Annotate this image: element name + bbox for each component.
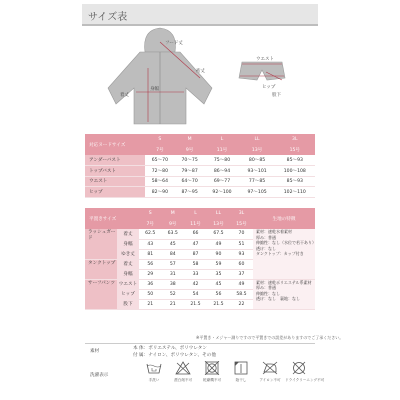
table-cell: 37 (230, 269, 253, 279)
table-cell: 21 (162, 299, 185, 309)
table-cell: 64〜70 (175, 176, 205, 187)
table-row (85, 279, 315, 289)
table-cell: 86〜94 (204, 166, 239, 177)
size-cell: LL (207, 208, 230, 219)
care-item-no-bleach (169, 361, 197, 391)
material-label: 素材 (90, 349, 100, 354)
table-cell: 56 (139, 259, 162, 269)
table-row (85, 155, 315, 166)
table-cell: 57 (162, 259, 185, 269)
feature-line: 伸縮性：なし (256, 290, 280, 296)
table-cell: 36 (139, 279, 162, 289)
care-text: 乾燥機不可 (203, 378, 221, 382)
number-cell: 7号 (145, 145, 175, 156)
waist-label: ウエスト (256, 57, 274, 62)
table-cell: 51 (230, 239, 253, 249)
table-cell: 59 (207, 259, 230, 269)
material-line-body: 本 体：ポリエステル、ポリウレタン (133, 346, 207, 351)
feature-cell-top (253, 229, 315, 279)
care-text: 漂白剤不可 (174, 378, 192, 382)
body-width-label: 身幅 (150, 87, 159, 92)
feature-line: 厚み：普通 (256, 234, 276, 240)
number-cell: 15号 (230, 219, 253, 230)
number-cell: 11号 (184, 219, 207, 230)
feature-line: 伸縮性：なし（水位で若干あり） (256, 240, 316, 246)
feature-line: 素材：速乾水着素材 (256, 229, 292, 234)
table-cell: 58〜64 (145, 176, 175, 187)
group-label-tanktop: タンクトップ (85, 259, 117, 279)
row-label: ウエスト (117, 279, 139, 289)
no-tumble-dry-icon (204, 361, 220, 375)
table-cell: 35 (207, 269, 230, 279)
number-cell: 9号 (162, 219, 185, 230)
table-cell: 45 (162, 239, 185, 249)
care-item-no-dry-clean (285, 361, 325, 391)
number-cell: 7号 (139, 219, 162, 230)
care-item-hand-wash (140, 361, 168, 391)
no-bleach-icon (175, 361, 191, 375)
table-cell: 93〜101 (240, 166, 275, 177)
shade-dry-icon (233, 361, 249, 375)
row-label: 身幅 (117, 269, 139, 279)
table-cell: 70〜75 (175, 155, 205, 166)
size-cell: L (204, 134, 239, 145)
table-row (85, 229, 315, 239)
table-cell: 38 (162, 279, 185, 289)
hip-label: ヒップ (262, 85, 276, 90)
table-cell: 87〜95 (175, 187, 205, 198)
size-cell: S (139, 208, 162, 219)
care-text: ドライクリーニング不可 (285, 378, 325, 382)
table-cell: 100〜108 (275, 166, 315, 177)
no-dry-clean-icon (291, 361, 307, 375)
garment-illustration (0, 0, 400, 130)
care-item-no-tumble-dry (198, 361, 226, 391)
number-cell: 9号 (175, 145, 205, 156)
row-label: アンダーバスト (85, 155, 145, 166)
feature-line: 厚み：普通 (256, 285, 276, 291)
table-cell: 81 (139, 249, 162, 259)
table-cell: 29 (139, 269, 162, 279)
feature-line: 素材：速乾ポリエステル系素材 (256, 279, 312, 285)
number-cell: 13号 (240, 145, 275, 156)
table-cell: 22 (230, 299, 253, 309)
no-iron-icon (262, 361, 278, 375)
table-cell: 49 (230, 279, 253, 289)
table-cell: 87 (184, 249, 207, 259)
feature-line: 透け：なし 裏地：なし (256, 296, 300, 302)
table-cell: 65〜70 (145, 155, 175, 166)
row-label: 身幅 (117, 239, 139, 249)
size-header-row (85, 208, 315, 219)
table-cell: 85〜93 (275, 176, 315, 187)
table-cell: 56 (207, 289, 230, 299)
table-cell: 77〜85 (240, 176, 275, 187)
inseam-label: 股下 (272, 93, 281, 98)
table-cell: 21.5 (184, 299, 207, 309)
table-row (85, 176, 315, 187)
size-header-row (85, 134, 315, 145)
feature-header: 生地の特徴 (253, 208, 315, 229)
row-label: ウエスト (85, 176, 145, 187)
table-cell: 62.5 (139, 229, 162, 239)
table-cell: 50 (139, 289, 162, 299)
table-cell: 102〜110 (275, 187, 315, 198)
body-size-table (85, 134, 315, 198)
table-cell: 67.5 (207, 229, 230, 239)
table-cell: 93 (230, 249, 253, 259)
table-cell: 58 (184, 259, 207, 269)
measurement-note: ※平置き・メジャー測りですので平置きでの誤差がありますのでご了承ください。 (196, 335, 344, 340)
table-cell: 66 (184, 229, 207, 239)
table-cell: 92〜100 (204, 187, 239, 198)
care-text: アイロン不可 (259, 378, 281, 382)
size-cell: LL (240, 134, 275, 145)
table-cell: 54 (184, 289, 207, 299)
care-label: 洗濯表示 (90, 373, 109, 378)
table-cell: 33 (184, 269, 207, 279)
table-cell: 79〜87 (175, 166, 205, 177)
size-cell: 3L (275, 134, 315, 145)
feature-line: 透け：なし (256, 245, 276, 251)
row-label: ゆき丈 (117, 249, 139, 259)
feature-cell-bottom (253, 279, 315, 309)
size-cell: M (175, 134, 205, 145)
row-label: 着丈 (117, 229, 139, 239)
material-line-accessory: 付 属：ナイロン、ポリウレタン、その他 (133, 353, 216, 358)
page-title: サイズ表 (88, 12, 128, 23)
table-cell: 85〜93 (275, 155, 315, 166)
table-cell: 70 (230, 229, 253, 239)
number-cell: 15号 (275, 145, 315, 156)
table-cell: 21 (139, 299, 162, 309)
table-cell: 90 (207, 249, 230, 259)
surf-pants-drawing (239, 62, 285, 80)
size-cell: M (162, 208, 185, 219)
table-cell: 97〜105 (240, 187, 275, 198)
table-cell: 63.5 (162, 229, 185, 239)
length-label: 着丈 (120, 93, 129, 98)
table-cell: 60 (230, 259, 253, 269)
table-cell: 72〜80 (145, 166, 175, 177)
table-cell: 84 (162, 249, 185, 259)
care-item-shade-dry (227, 361, 255, 391)
sleeve-label: 裄丈 (196, 69, 205, 74)
table-cell: 43 (139, 239, 162, 249)
body-size-header-label: 対応ヌードサイズ (85, 134, 145, 155)
table-cell: 82〜90 (145, 187, 175, 198)
row-label: トップバスト (85, 166, 145, 177)
care-item-no-iron (256, 361, 284, 391)
row-label: 股下 (117, 299, 139, 309)
group-label-rashguard: ラッシュガード (85, 229, 117, 259)
row-label: ヒップ (85, 187, 145, 198)
care-text: 手洗い (148, 378, 160, 382)
table-cell: 47 (184, 239, 207, 249)
table-cell: 49 (207, 239, 230, 249)
row-label: 着丈 (117, 259, 139, 269)
garment-size-header-label: 平置きサイズ (85, 208, 139, 229)
feature-line: タンクトップ：カップ付き (256, 251, 304, 257)
table-cell: 58.5 (230, 289, 253, 299)
table-row (85, 166, 315, 177)
table-cell: 42 (184, 279, 207, 289)
size-cell: 3L (230, 208, 253, 219)
garment-size-table (85, 208, 315, 310)
table-cell: 52 (162, 289, 185, 299)
table-cell: 69〜77 (204, 176, 239, 187)
table-cell: 75〜80 (204, 155, 239, 166)
number-cell: 13号 (207, 219, 230, 230)
table-cell: 80〜85 (240, 155, 275, 166)
table-row (85, 187, 315, 198)
divider (85, 343, 315, 344)
table-cell: 31 (162, 269, 185, 279)
row-label: ヒップ (117, 289, 139, 299)
care-text: 陰干し (235, 378, 247, 382)
group-label-surf-pants: サーフパンツ (85, 279, 117, 309)
hood-label: フード丈 (165, 41, 183, 46)
table-cell: 21.5 (207, 299, 230, 309)
size-cell: L (184, 208, 207, 219)
number-cell: 11号 (204, 145, 239, 156)
hand-wash-icon (146, 361, 162, 375)
size-cell: S (145, 134, 175, 145)
table-cell: 45 (207, 279, 230, 289)
